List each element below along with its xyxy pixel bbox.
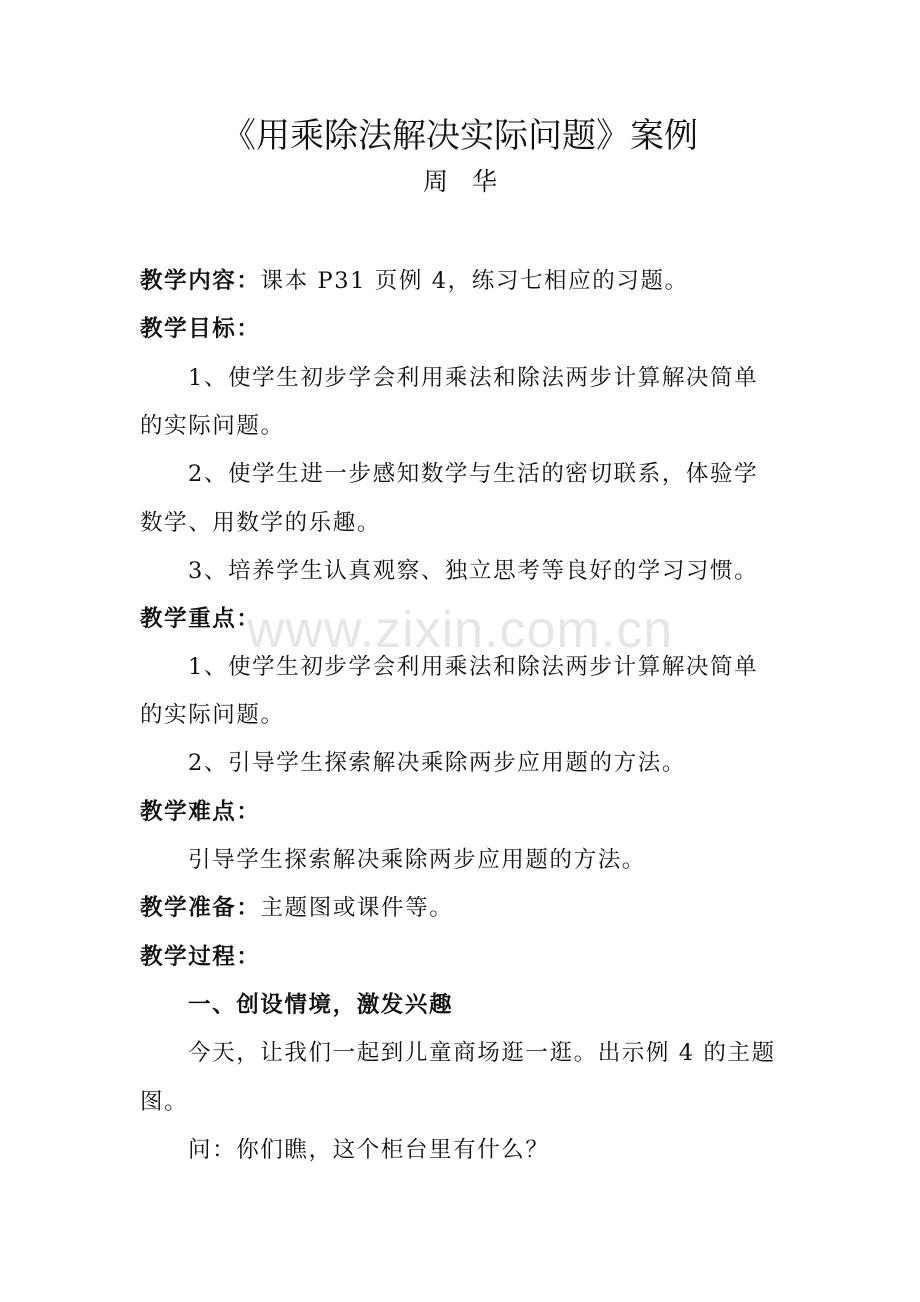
goals-label: 教学目标： [140, 316, 261, 342]
key-point-1-cont: 的实际问题。 [140, 702, 285, 728]
process-paragraph-2: 问：你们瞧，这个柜台里有什么？ [188, 1137, 550, 1163]
content-label: 教学内容： [140, 268, 261, 294]
section1-heading: 一、创设情境，激发兴趣 [188, 992, 454, 1018]
preparation-line [140, 891, 790, 925]
difficulty-label: 教学难点： [140, 799, 261, 825]
key-point-1: 1、使学生初步学会利用乘法和除法两步计算解决简单 [188, 654, 759, 680]
content-line [140, 264, 790, 298]
key-points-label: 教学重点： [140, 606, 261, 632]
preparation-text: 主题图或课件等。 [260, 895, 454, 921]
goal-item-1: 1、使学生初步学会利用乘法和除法两步计算解决简单 [188, 365, 759, 391]
preparation-label: 教学准备： [140, 895, 261, 921]
watermark: www.zixin.com.cn [246, 601, 674, 659]
process-paragraph-1-cont: 图。 [140, 1089, 189, 1115]
goal-item-3: 3、培养学生认真观察、独立思考等良好的学习习惯。 [188, 558, 759, 584]
document-title: 《用乘除法解决实际问题》案例 [222, 116, 698, 156]
author-name: 周华 [422, 167, 521, 196]
goal-item-1-cont: 的实际问题。 [140, 413, 285, 439]
goal-item-2: 2、使学生进一步感知数学与生活的密切联系，体验学 [188, 461, 759, 487]
goal-item-2-cont: 数学、用数学的乐趣。 [140, 510, 382, 536]
content-text: 课本 P31 页例 4，练习七相应的习题。 [260, 268, 689, 294]
key-point-2: 2、引导学生探索解决乘除两步应用题的方法。 [188, 750, 686, 776]
process-paragraph-1: 今天，让我们一起到儿童商场逛一逛。出示例 4 的主题 [188, 1040, 776, 1066]
process-label: 教学过程： [140, 944, 261, 970]
difficulty-text: 引导学生探索解决乘除两步应用题的方法。 [188, 847, 646, 873]
